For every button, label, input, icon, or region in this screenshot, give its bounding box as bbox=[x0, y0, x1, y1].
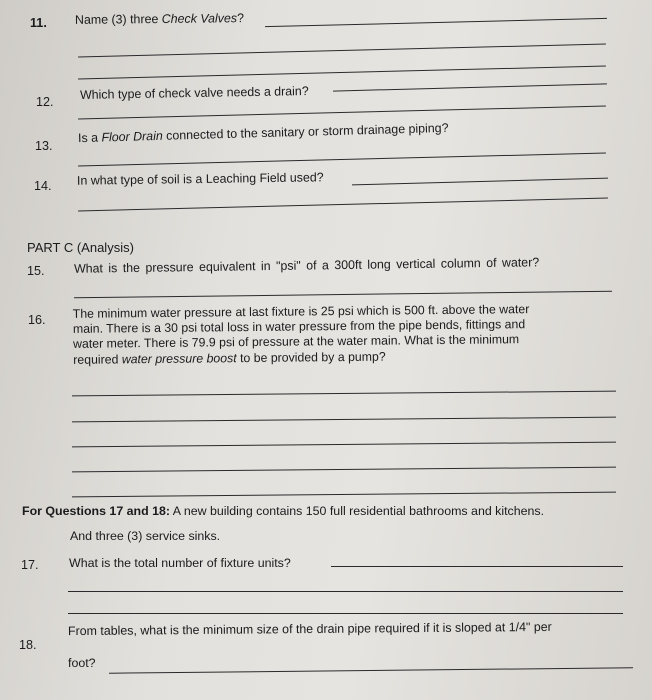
question-18-text-line2: foot? bbox=[68, 656, 96, 670]
questions-17-18-intro: For Questions 17 and 18: A new building contains 150 full residential bathrooms and kitchens. bbox=[22, 504, 545, 518]
answer-line-16c[interactable] bbox=[72, 442, 616, 448]
question-15-number: 15. bbox=[27, 264, 45, 278]
answer-line-17b[interactable] bbox=[68, 591, 623, 592]
answer-line-11a[interactable] bbox=[265, 18, 607, 27]
question-16-text: The minimum water pressure at last fixture is 25 psi which is 500 ft. above the water main. There is a 30 psi total loss in water pressure from the pipe bends, fittings and water meter. There is 79.9 psi of pressure at the water main. What is the minimum required water pressure boost to be provided by a pump? bbox=[72, 302, 530, 367]
answer-line-11c[interactable] bbox=[78, 66, 606, 80]
answer-line-13[interactable] bbox=[78, 153, 606, 167]
answer-line-15[interactable] bbox=[74, 291, 612, 299]
answer-line-11b[interactable] bbox=[78, 44, 606, 58]
question-13-text: Is a Floor Drain connected to the sanitary or storm drainage piping? bbox=[77, 120, 449, 146]
answer-line-12a[interactable] bbox=[333, 83, 607, 91]
question-14-text: In what type of soil is a Leaching Field used? bbox=[76, 170, 324, 188]
answer-line-12b[interactable] bbox=[78, 106, 606, 120]
answer-line-16a[interactable] bbox=[72, 391, 616, 397]
answer-line-14a[interactable] bbox=[352, 178, 608, 186]
question-17-number: 17. bbox=[21, 558, 39, 572]
question-12-text: Which type of check valve needs a drain? bbox=[79, 84, 309, 102]
question-15-text: What is the pressure equivalent in "psi" of a 300ft long vertical column of water? bbox=[73, 255, 540, 276]
answer-line-16d[interactable] bbox=[72, 467, 616, 473]
answer-line-17c[interactable] bbox=[68, 613, 623, 614]
answer-line-17a[interactable] bbox=[331, 566, 623, 567]
questions-17-18-intro-line2: And three (3) service sinks. bbox=[70, 529, 221, 543]
question-11-text: Name (3) three Check Valves? bbox=[74, 11, 245, 27]
answer-line-14b[interactable] bbox=[78, 198, 608, 212]
question-14-number: 14. bbox=[34, 179, 52, 193]
part-c-heading: PART C (Analysis) bbox=[27, 240, 134, 255]
question-11-number: 11. bbox=[30, 16, 47, 30]
question-13-number: 13. bbox=[35, 139, 53, 153]
question-16-number: 16. bbox=[28, 313, 46, 327]
question-12-number: 12. bbox=[36, 95, 54, 109]
answer-line-16b[interactable] bbox=[72, 417, 616, 423]
answer-line-18[interactable] bbox=[109, 667, 633, 673]
question-18-text-line1: From tables, what is the minimum size of the drain pipe required if it is sloped at 1/4" per bbox=[67, 619, 552, 639]
answer-line-16e[interactable] bbox=[72, 492, 616, 498]
question-17-text: What is the total number of fixture units? bbox=[69, 556, 291, 570]
question-18-number: 18. bbox=[19, 638, 37, 652]
